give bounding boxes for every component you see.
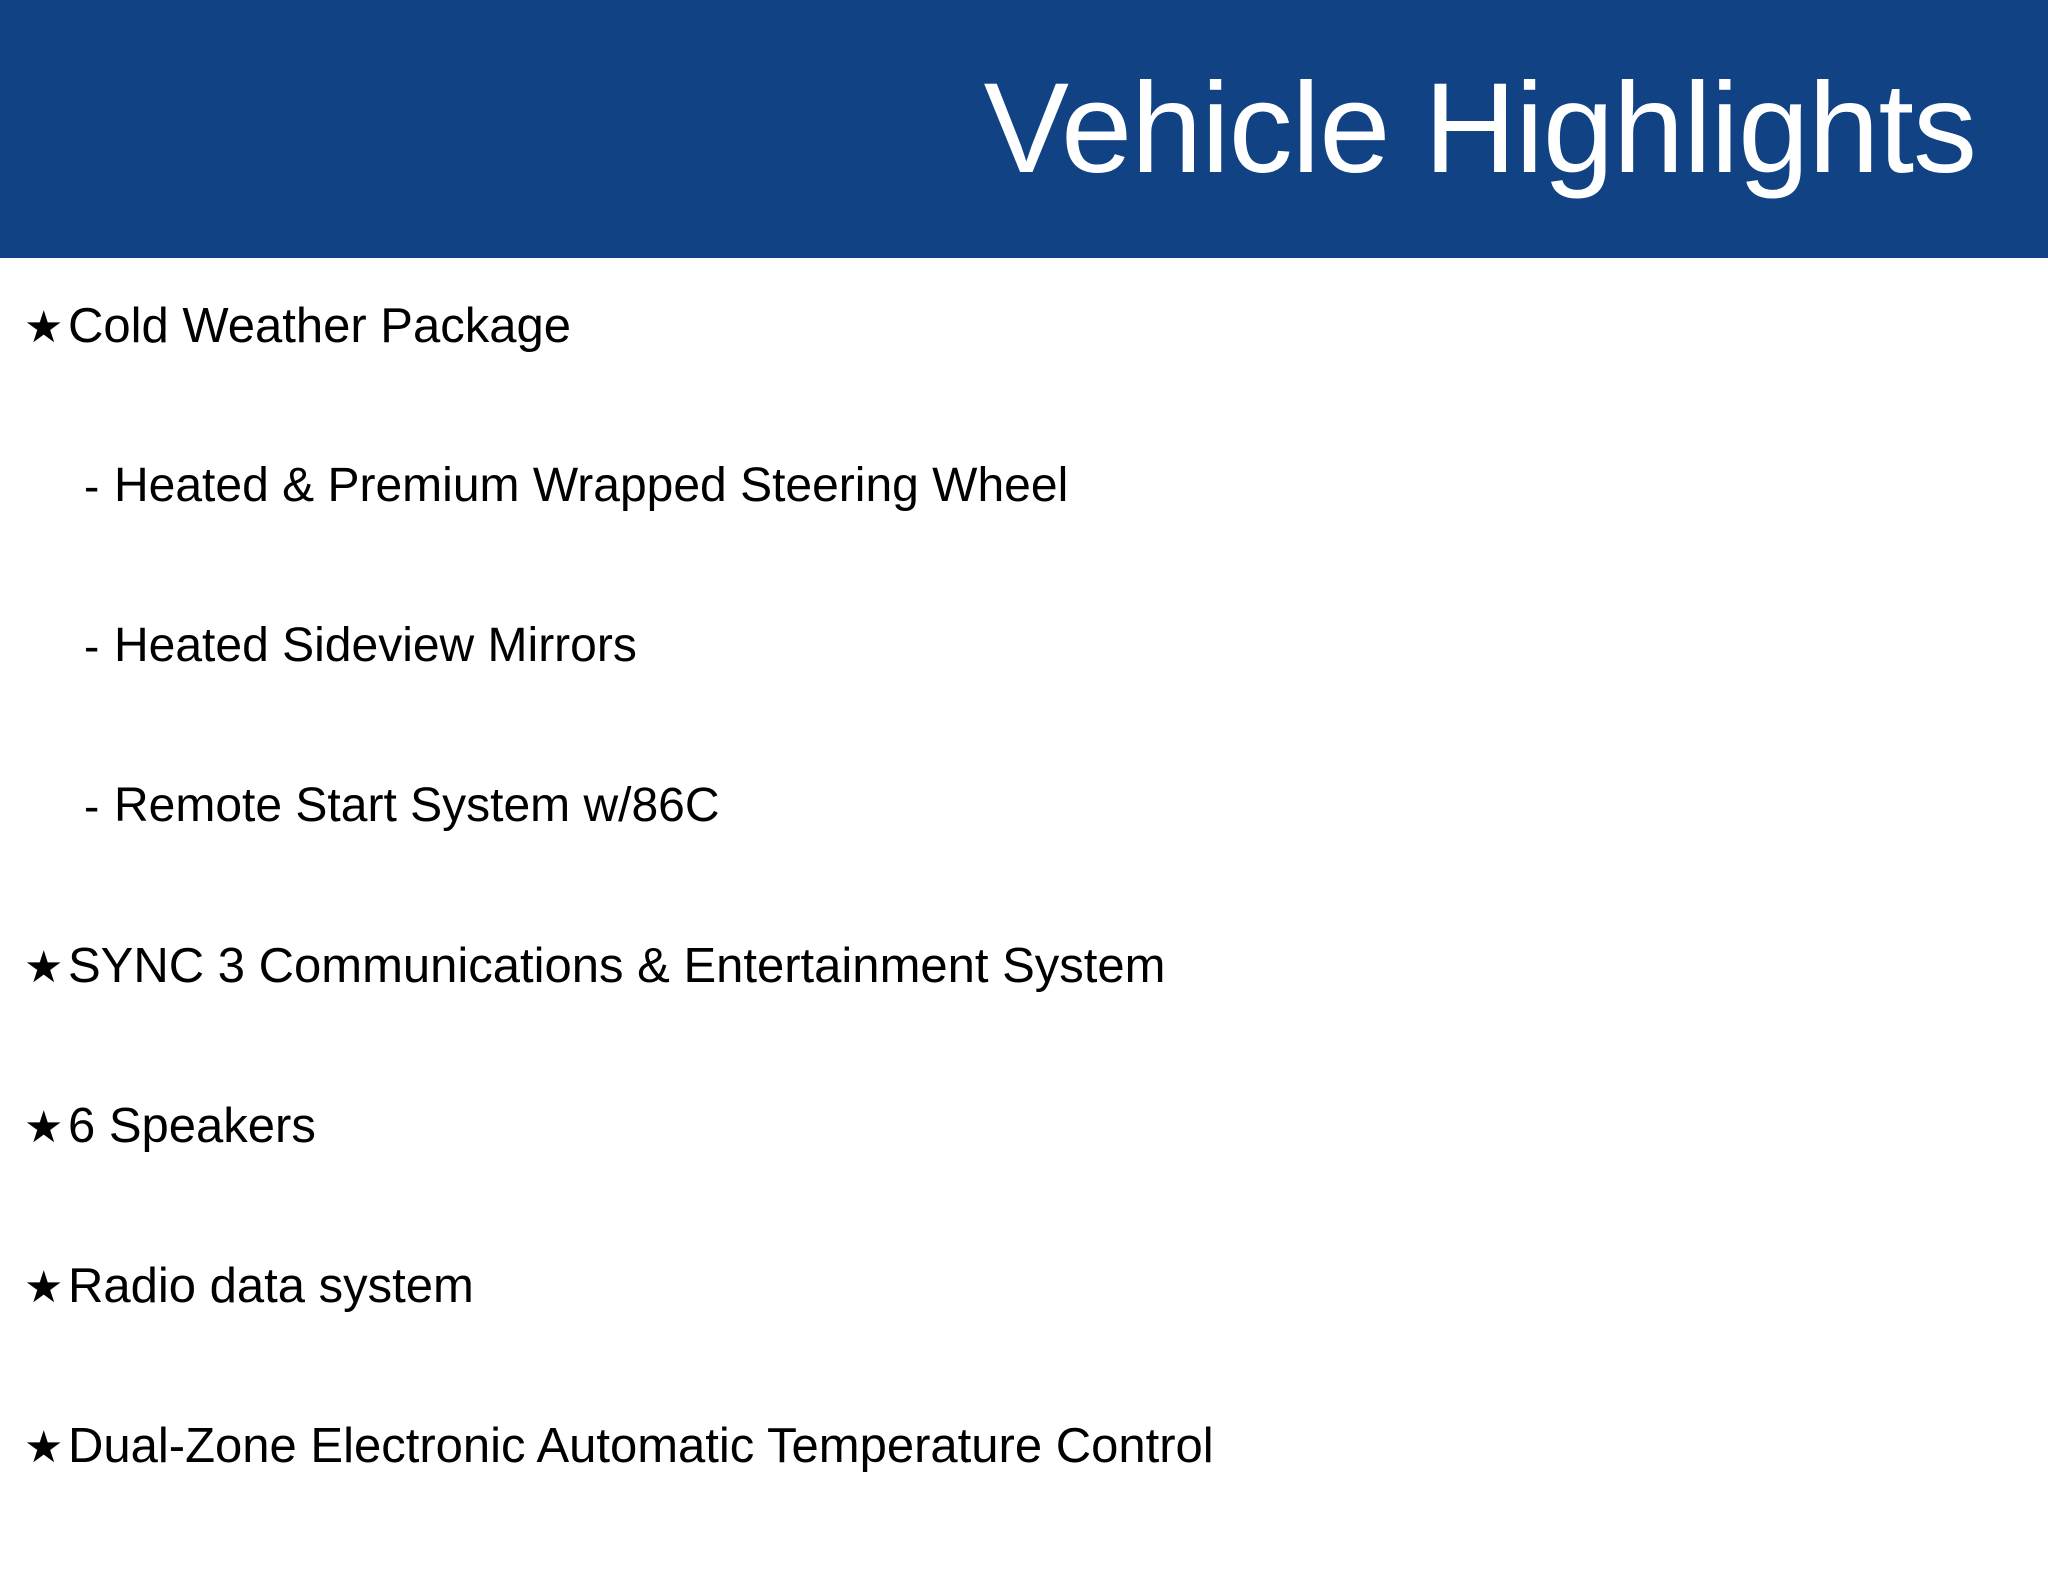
- list-item: [24, 1414, 2008, 1574]
- dash-bullet-icon: -: [84, 780, 100, 832]
- page-title: Vehicle Highlights: [983, 57, 1976, 200]
- star-bullet-icon: ★: [24, 1103, 64, 1152]
- list-item-label: Dual-Zone Electronic Automatic Temperature Control: [68, 1419, 1214, 1473]
- star-bullet-icon: ★: [24, 1263, 64, 1312]
- dash-bullet-icon: -: [84, 620, 100, 672]
- list-item-label: Remote Start System w/86C: [114, 779, 720, 832]
- dash-bullet-icon: -: [84, 460, 100, 512]
- list-item: [24, 614, 2008, 774]
- list-item-label: 6 Speakers: [68, 1099, 316, 1153]
- list-item-label: Heated & Premium Wrapped Steering Wheel: [114, 459, 1069, 512]
- list-item: [24, 934, 2008, 1094]
- star-bullet-icon: ★: [24, 943, 64, 992]
- list-item-label: SYNC 3 Communications & Entertainment System: [68, 939, 1166, 993]
- slide-title-bar: [0, 0, 2048, 258]
- list-item-label: Heated Sideview Mirrors: [114, 619, 637, 672]
- list-item: [24, 294, 2008, 454]
- list-item: [24, 774, 2008, 934]
- list-item: [24, 1094, 2008, 1254]
- star-bullet-icon: ★: [24, 1423, 64, 1472]
- star-bullet-icon: ★: [24, 303, 64, 352]
- list-item: [24, 1254, 2008, 1414]
- list-item-label: Radio data system: [68, 1259, 474, 1313]
- bullet-list: [0, 258, 2048, 1536]
- list-item-label: Cold Weather Package: [68, 299, 571, 353]
- list-item: [24, 454, 2008, 614]
